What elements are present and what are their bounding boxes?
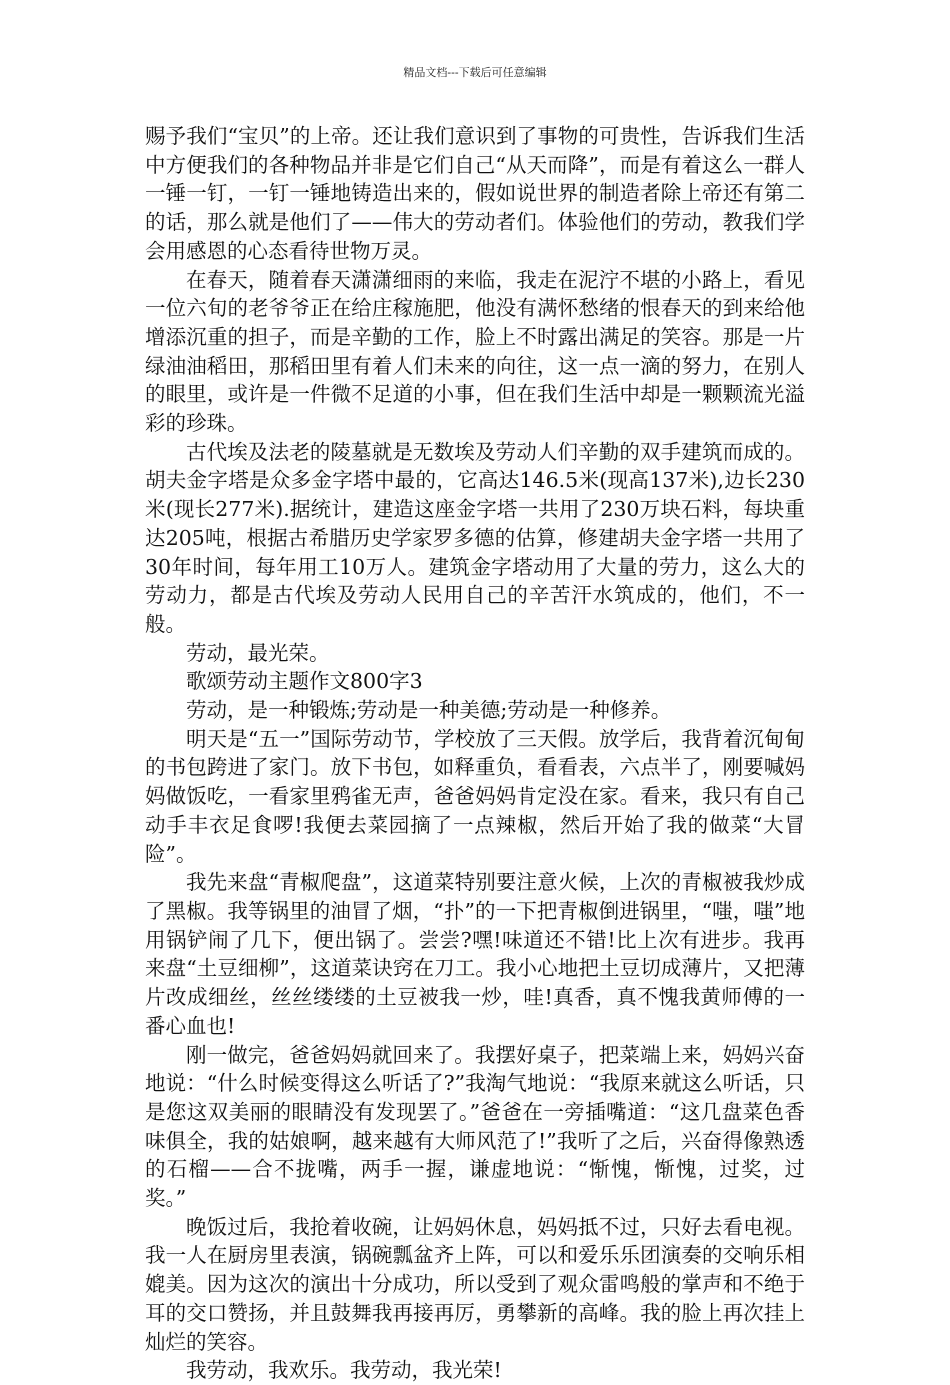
- paragraph-conclusion: 我劳动，我欢乐。我劳动，我光荣!: [186, 1358, 502, 1383]
- paragraph-dishwashing: 晚饭过后，我抢着收碗，让妈妈休息，妈妈抵不过，只好去看电视。我一人在厨房里表演，锅碗瓢盆齐上阵，可以和爱乐乐团演奏的交响乐相媲美。因为这次的演出十分成功，所以受到了观众雷鸣般的掌声和不绝于耳的交口赞扬，并且鼓舞我再接再厉，勇攀新的高峰。我的脸上再次挂上灿烂的笑容。: [145, 1214, 805, 1354]
- page-header: 精品文档---下载后可任意编辑: [403, 66, 547, 79]
- paragraph-may-day: 明天是“五一”国际劳动节，学校放了三天假。放学后，我背着沉甸甸的书包跨进了家门。放下书包，如释重负，看看表，六点半了，刚要喊妈妈做饭吃，一看家里鸦雀无声，爸爸妈妈肯定没在家。看来，我只有自己动手丰衣足食啰!我便去菜园摘了一点辣椒，然后开始了我的做菜“大冒险”。: [145, 726, 805, 866]
- paragraph-intro: 劳动，是一种锻炼;劳动是一种美德;劳动是一种修养。: [186, 698, 672, 723]
- paragraph-continued: 赐予我们“宝贝”的上帝。还让我们意识到了事物的可贵性，告诉我们生活中方便我们的各种物品并非是它们自己“从天而降”，而是有着这么一群人一锤一钉，一钉一锤地铸造出来的，假如说世界的制造者除上帝还有第二的话，那么就是他们了——伟大的劳动者们。体验他们的劳动，教我们学会用感恩的心态看待世物万灵。: [145, 124, 805, 263]
- paragraph-pyramid: 古代埃及法老的陵墓就是无数埃及劳动人们辛勤的双手建筑而成的。胡夫金字塔是众多金字塔中最的，它高达146.5米(现高137米),边长230米(现长277米).据统计，建造这座金字塔一共用了230万块石料，每块重达205吨，根据古希腊历史学家罗多德的估算，修建胡夫金字塔一共用了30年时间，每年用工10万人。建筑金字塔动用了大量的劳力，这么大的劳动力，都是古代埃及劳动人民用自己的辛苦汗水筑成的，他们，不一般。: [145, 439, 805, 636]
- paragraph-cooking: 我先来盘“青椒爬盘”，这道菜特别要注意火候，上次的青椒被我炒成了黑椒。我等锅里的油冒了烟，“扑”的一下把青椒倒进锅里，“嗤，嗤”地用锅铲闹了几下，便出锅了。尝尝?嘿!味道还不错!比上次有进步。我再来盘“土豆细柳”，这道菜诀窍在刀工。我小心地把土豆切成薄片，又把薄片改成细丝，丝丝缕缕的土豆被我一炒，哇!真香，真不愧我黄师傅的一番心血也!: [145, 870, 805, 1038]
- paragraph-parents-return: 刚一做完，爸爸妈妈就回来了。我摆好桌子，把菜端上来，妈妈兴奋地说：“什么时候变得这么听话了?”我淘气地说：“我原来就这么听话，只是您这双美丽的眼睛没有发现罢了。”爸爸在一旁插嘴道：“这几盘菜色香味俱全，我的姑娘啊，越来越有大师风范了!”我听了之后，兴奋得像熟透的石榴——合不拢嘴，两手一握，谦虚地说：“惭愧，惭愧，过奖，过奖。”: [145, 1042, 805, 1211]
- paragraph-labor-glory: 劳动，最光荣。: [186, 640, 330, 665]
- essay-title: 歌颂劳动主题作文800字3: [186, 669, 423, 694]
- document-body: [145, 122, 805, 1385]
- paragraph-spring: 在春天，随着春天潇潇细雨的来临，我走在泥泞不堪的小路上，看见一位六旬的老爷爷正在给庄稼施肥，他没有满怀愁绪的恨春天的到来给他增添沉重的担子，而是辛勤的工作，脸上不时露出满足的笑容。那是一片绿油油稻田，那稻田里有着人们未来的向往，这一点一滴的努力，在别人的眼里，或许是一件微不足道的小事，但在我们生活中却是一颗颗流光溢彩的珍珠。: [145, 267, 805, 436]
